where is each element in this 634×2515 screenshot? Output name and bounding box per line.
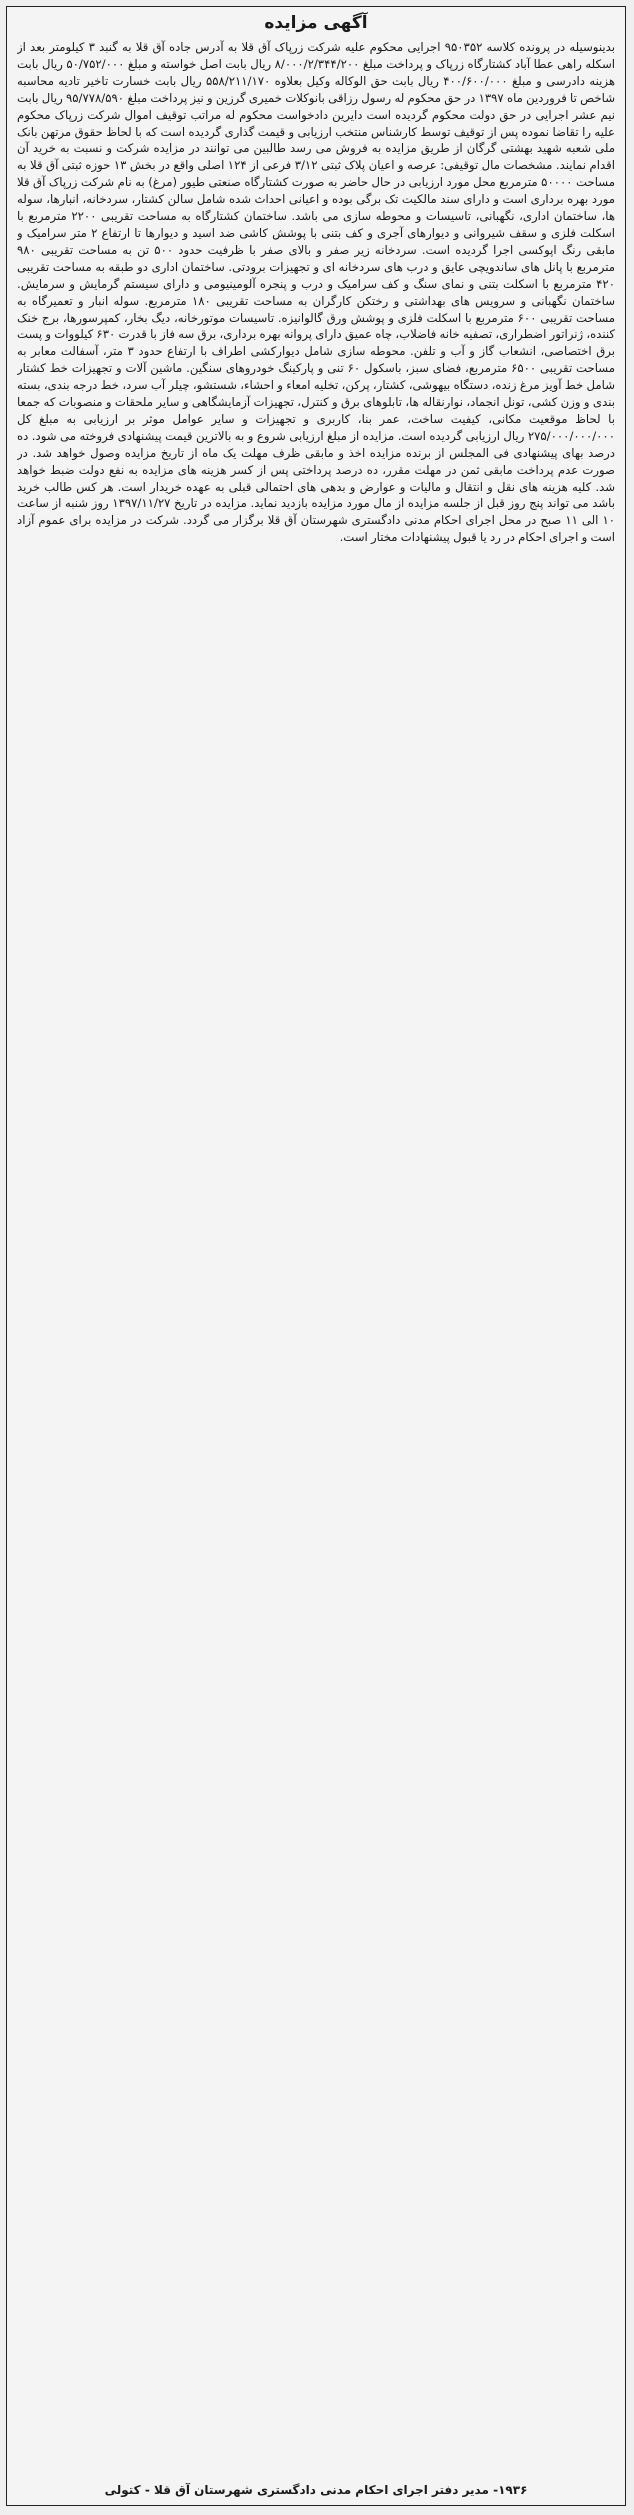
notice-title: آگهی مزایده bbox=[264, 13, 368, 33]
notice-signature: ۱۹۳۶- مدیر دفتر اجرای احکام مدنی دادگستری شهرستان آق قلا - کتولی bbox=[104, 2483, 528, 2497]
auction-notice bbox=[6, 6, 626, 2506]
notice-body: بدینوسیله در پرونده کلاسه ۹۵۰۳۵۲ اجرایی محکوم علیه شرکت زرپاک آق قلا به آدرس جاده آق قلا به گنبد ۳ کیلومتر بعد از اسکله راهی عطا آباد کشتارگاه زرپاک و پرداخت مبلغ ۸/۰۰۰/۲/۳۴۴/۲۰۰ ریال بابت اصل خواسته و مبلغ ۵۰/۷۵۲/۰۰۰ ریال بابت هزینه دادرسی و مبلغ ۴۰۰/۶۰۰/۰۰۰ ریال بابت حق الوکاله وکیل بعلاوه ۵۵۸/۲۱۱/۱۷۰ ریال بابت خسارت تاخیر تادیه محاسبه شاخص تا فروردین ماه ۱۳۹۷ در حق محکوم له رسول رزاقی بانوکلات خمیری گرزین و نیز پرداخت مبلغ ۹۵/۷۷۸/۵۹۰ ریال بابت نیم عشر اجرایی در حق دولت محکوم گردیده است دایرین دادخواست محکوم له مراتب توقیف اموال شرکت زرپاک محکوم علیه را تقاضا نموده پس از توقیف توسط کارشناس منتخب ارزیابی و قیمت گذاری گردیده است که با لحاظ حقوق مرتهن بانک ملی شعبه شهید بهشتی گرگان از طریق مزایده به فروش می رسد طالبین می توانند در مزایده شرکت و نسبت به خرید آن اقدام نمایند. مشخصات مال توقیفی: عرصه و اعیان پلاک ثبتی ۳/۱۲ فرعی از ۱۲۴ اصلی واقع در بخش ۱۳ حوزه ثبتی آق قلا به مساحت ۵۰۰۰۰ مترمربع محل مورد ارزیابی در حال حاضر به صورت کشتارگاه صنعتی طیور (مرغ) به نام شرکت زرپاک آق قلا مورد بهره برداری است و دارای سند مالکیت تک برگی بوده و اعیانی احداث شده شامل سالن کشتار، سردخانه، انبارها، سوله ها، ساختمان اداری، نگهبانی، تاسیسات و محوطه سازی می باشد. ساختمان کشتارگاه به مساحت تقریبی ۲۲۰۰ مترمربع با اسکلت فلزی و سقف شیروانی و دیوارهای آجری و کف بتنی با پوشش کاشی ضد اسید و دیوارها تا ارتفاع ۲ متر سرامیک و مابقی رنگ اپوکسی اجرا گردیده است. سردخانه زیر صفر و بالای صفر با ظرفیت حدود ۵۰۰ تن به مساحت تقریبی ۹۸۰ مترمربع با پانل های ساندویچی عایق و درب های سردخانه ای و تجهیزات برودتی. ساختمان اداری دو طبقه به مساحت تقریبی ۴۲۰ مترمربع با اسکلت بتنی و نمای سنگ و کف سرامیک و درب و پنجره آلومینیومی و دارای سیستم گرمایش و سرمایش. ساختمان نگهبانی و سرویس های بهداشتی و رختکن کارگران به مساحت تقریبی ۱۸۰ مترمربع. سوله انبار و تعمیرگاه به مساحت تقریبی ۶۰۰ مترمربع با اسکلت فلزی و پوشش ورق گالوانیزه. تاسیسات موتورخانه، دیگ بخار، کمپرسورها، برج خنک کننده، ژنراتور اضطراری، تصفیه خانه فاضلاب، چاه عمیق دارای پروانه بهره برداری، برق سه فاز با قدرت ۶۳۰ کیلووات و پست برق اختصاصی، انشعاب گاز و آب و تلفن. محوطه سازی شامل دیوارکشی اطراف با ارتفاع حدود ۳ متر، آسفالت معابر به مساحت تقریبی ۶۵۰۰ مترمربع، فضای سبز، باسکول ۶۰ تنی و پارکینگ خودروهای سنگین. ماشین آلات و تجهیزات خط کشتار شامل خط آویز مرغ زنده، دستگاه بیهوشی، کشتار، پرکن، تخلیه امعاء و احشاء، شستشو، چیلر آب سرد، خط درجه بندی، بسته بندی و وزن کشی، تونل انجماد، نوارنقاله ها، تابلوهای برق و کنترل، تجهیزات آزمایشگاهی و سایر ملحقات و منصوبات که جمعا با لحاظ موقعیت مکانی، کیفیت ساخت، عمر بنا، کاربری و تجهیزات و سایر عوامل موثر بر ارزیابی به مبلغ کل ۲۷۵/۰۰۰/۰۰۰/۰۰۰ ریال ارزیابی گردیده است. مزایده از مبلغ ارزیابی شروع و به بالاترین قیمت پیشنهادی فروخته می شود. ده درصد بهای پیشنهادی فی المجلس از برنده مزایده اخذ و مابقی ظرف مهلت یک ماه از تاریخ مزایده وصول خواهد شد. در صورت عدم پرداخت مابقی ثمن در مهلت مقرر، ده درصد پرداختی پس از کسر هزینه های مزایده به نفع دولت ضبط خواهد شد. کلیه هزینه های نقل و انتقال و مالیات و عوارض و بدهی های احتمالی قبلی به عهده خریدار است. هر کس طالب خرید باشد می تواند پنج روز قبل از جلسه مزایده از مال مورد مزایده بازدید نماید. مزایده در تاریخ ۱۳۹۷/۱۱/۲۷ روز شنبه از ساعت ۱۰ الی ۱۱ صبح در محل اجرای احکام مدنی دادگستری شهرستان آق قلا برگزار می گردد. شرکت در مزایده برای عموم آزاد است و اجرای احکام در رد یا قبول پیشنهادات مختار است. bbox=[17, 40, 615, 545]
